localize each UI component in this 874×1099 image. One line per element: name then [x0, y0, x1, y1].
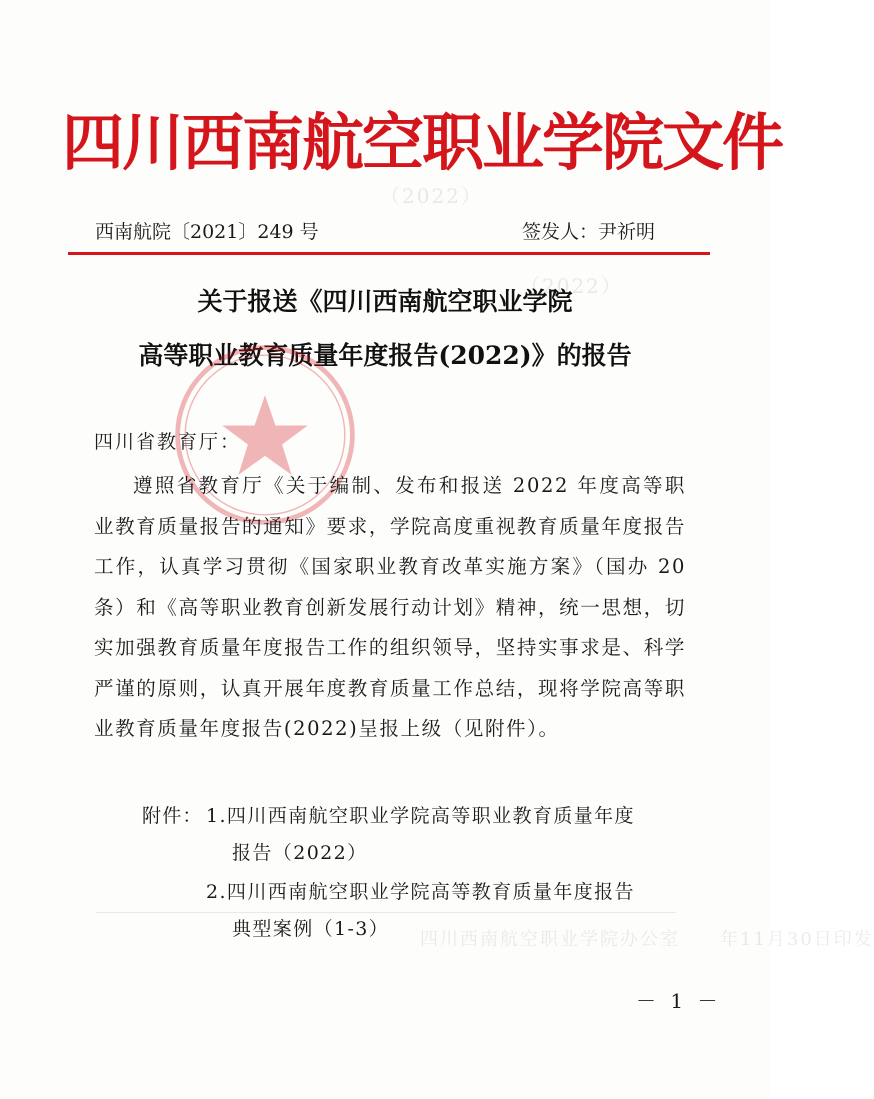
salutation: 四川省教育厅：	[94, 431, 242, 453]
bleed-through-rule	[96, 912, 676, 913]
bleed-through: 四川西南航空职业学院办公室 年11月30日印发	[420, 929, 874, 950]
bleed-through: （2022）	[520, 274, 623, 298]
attachments-label: 附件：	[142, 805, 203, 827]
document-number: 西南航院〔2021〕249 号	[95, 221, 319, 243]
subject-line-1: 关于报送《四川西南航空职业学院	[197, 287, 573, 316]
attachment-1-line-1: 1.四川西南航空职业学院高等职业教育质量年度	[206, 805, 635, 827]
attachment-2-line-1: 2.四川西南航空职业学院高等教育质量年度报告	[206, 881, 635, 903]
document-title: 四川西南航空职业学院文件	[62, 106, 783, 179]
attachment-2-line-2: 典型案例（1-3）	[232, 918, 390, 940]
attachment-1-line-2: 报告（2022）	[232, 842, 368, 864]
bleed-through: （2022）	[380, 184, 483, 208]
page-number: － 1 －	[636, 989, 722, 1013]
subject-line-2: 高等职业教育质量年度报告(2022)》的报告	[138, 341, 632, 370]
red-divider	[68, 252, 710, 255]
body-paragraph: 遵照省教育厅《关于编制、发布和报送 2022 年度高等职业教育质量报告的通知》要求，学院高度重视教育质量年度报告工作，认真学习贯彻《国家职业教育改革实施方案》（国办 20 条）和《高等职业教育创新发展行动计划》精神，统一思想，切实加强教育质量年度报告工作的组织领导，坚持实事求是、科学严谨的原则，认真开展年度教育质量工作总结，现将学院高等职业教育质量年度报告(2022)呈报上级（见附件）。	[94, 474, 686, 740]
signer: 签发人：尹祈明	[522, 221, 656, 243]
